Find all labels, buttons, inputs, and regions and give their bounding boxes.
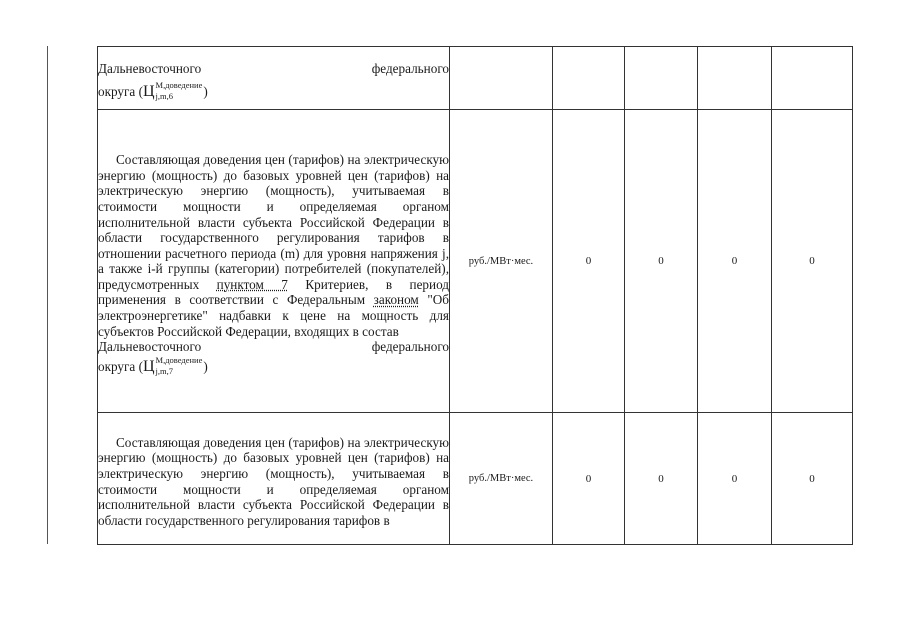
formula [98, 79, 449, 103]
table-row [98, 110, 853, 413]
description-text: федерального [371, 339, 449, 355]
value-cell: 0 [698, 413, 772, 545]
value-cell [772, 47, 853, 110]
value-cell [698, 47, 772, 110]
description-line [98, 339, 449, 355]
description-cell [98, 413, 450, 545]
value-cell: 0 [772, 413, 853, 545]
value-cell: 0 [553, 110, 625, 413]
page-margin-line [47, 46, 48, 544]
unit-cell: руб./МВт·мес. [450, 110, 553, 413]
formula-superscript: М,доведение [155, 79, 203, 90]
table-row [98, 413, 853, 545]
unit-cell [450, 47, 553, 110]
description-cell [98, 110, 450, 413]
unit-cell: руб./МВт·мес. [450, 413, 553, 545]
formula [98, 354, 449, 378]
value-cell [625, 47, 698, 110]
description-paragraph: Составляющая доведения цен (тарифов) на электрическую энергию (мощность) до базовых уровней цен (тарифов) на электрическую энергию (мощность), учитываемая в стоимости мощности и определяемая органом исполнительной власти субъекта Российской Федерации в области государственного регулирования тарифов в [98, 434, 449, 528]
description-text: Дальневосточного [98, 61, 202, 77]
formula-symbol: Ц [142, 357, 155, 375]
description-text: Составляющая доведения цен (тарифов) на электрическую энергию (мощность) до базовых уровней цен (тарифов) на электрическую энергию (мощность), учитываемая в стоимости мощности и определяемая органом исполнительной власти субъекта Российской Федерации в области государственного регулирования тарифов в отношении расчетного периода (m) для уровня напряжения j, а также i-й группы (категории) потребителей (покупателей), предусмотренных [98, 152, 449, 292]
value-cell: 0 [553, 413, 625, 545]
value-cell: 0 [698, 110, 772, 413]
description-text: федерального [371, 61, 449, 77]
table-row [98, 47, 853, 110]
value-cell: 0 [772, 110, 853, 413]
description-line [98, 61, 449, 77]
formula-symbol: Ц [142, 82, 155, 100]
criteria-point-link[interactable]: пунктом 7 [216, 276, 288, 292]
formula-indices [156, 356, 203, 376]
formula-subscript: j,m,6 [155, 90, 174, 101]
value-cell: 0 [625, 413, 698, 545]
formula-superscript: М,доведение [155, 354, 203, 365]
formula-indices [156, 81, 203, 101]
description-text: Критериев, в период применения в соответствии с Федеральным [98, 276, 449, 308]
formula-suffix: ) [203, 83, 208, 99]
description-text: Дальневосточного [98, 339, 202, 355]
formula-prefix: округа ( [98, 358, 143, 374]
description-text: "Об электроэнергетике" надбавки к цене на мощность для субъектов Российской Федерации, входящих в состав [98, 292, 449, 339]
description-paragraph [98, 152, 449, 339]
formula-subscript: j,m,7 [155, 365, 174, 376]
value-cell: 0 [625, 110, 698, 413]
federal-law-link[interactable]: законом [373, 292, 419, 308]
formula-suffix: ) [203, 358, 208, 374]
description-cell [98, 47, 450, 110]
value-cell [553, 47, 625, 110]
tariff-table [97, 46, 853, 545]
formula-prefix: округа ( [98, 83, 143, 99]
